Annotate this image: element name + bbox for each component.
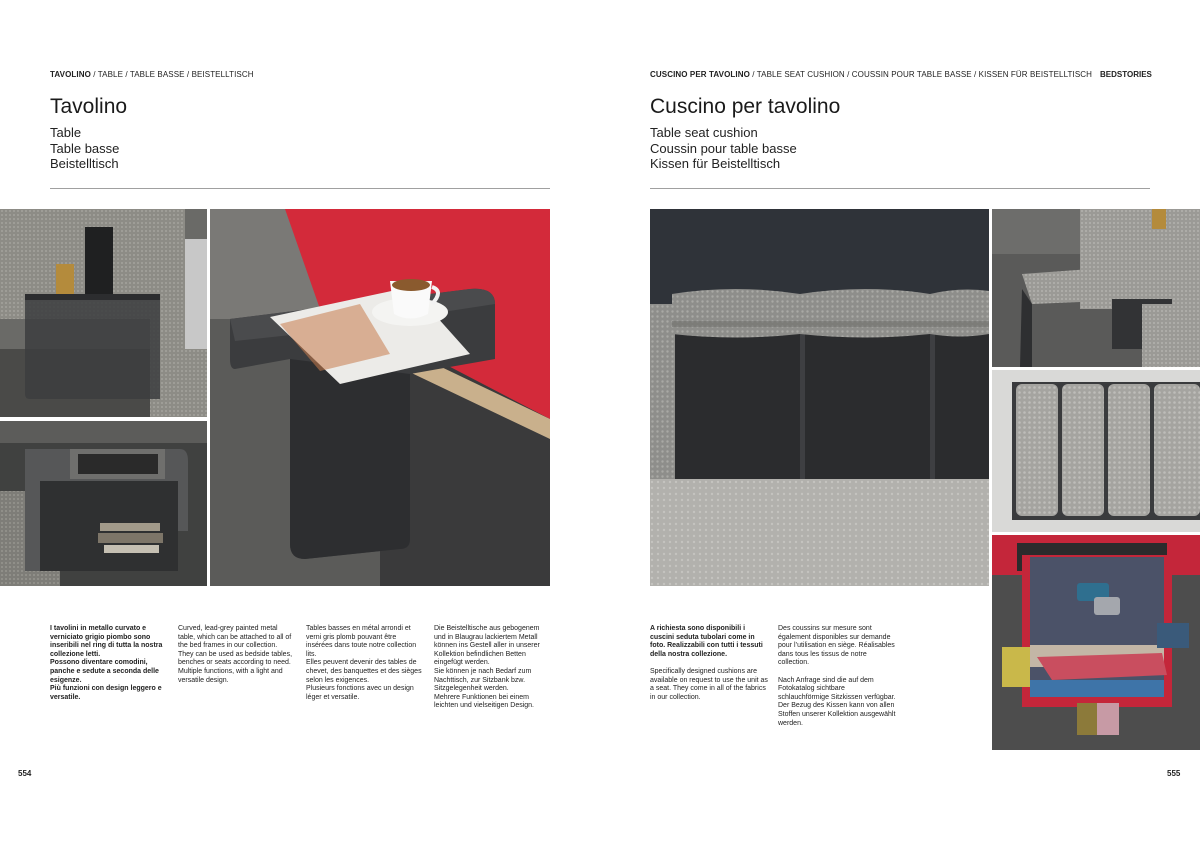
subtitle-en: Table seat cushion <box>650 125 758 140</box>
french-para: Des coussins sur mesure sont également disponibles sur demande pour l’utilisation en siège. Réalisables dans tous les tissus de notre collection. <box>778 625 895 667</box>
left-page-number: 554 <box>18 769 32 778</box>
left-running-head <box>50 70 254 79</box>
italian-para-2: Possono diventare comodini, panche e sedute a seconda delle esigenze. <box>50 659 159 684</box>
subtitle-fr: Table basse <box>50 140 120 156</box>
side-table-with-vase-photo <box>0 209 207 417</box>
left-text-english <box>178 625 294 685</box>
left-page-title: Tavolino <box>50 95 128 118</box>
german-para: Nach Anfrage sind die auf dem Fotokatalog sichtbare schlauchförmige Sitzkissen verfügbar. Der Bezug des Kissen kann von allen Stoffen unserer Kollektion ausgewählt werden. <box>778 676 896 727</box>
german-para-1: Die Beistelltische aus gebogenem und in Blaugrau lackiertem Metall können ins Gestell aller in unserer Kollektion befindlichen Betten eingefügt werden. <box>434 625 540 667</box>
left-text-french <box>306 625 424 702</box>
german-para-3: Mehrere Funktionen bei einem leichten und vielseitigen Design. <box>434 693 535 710</box>
left-divider <box>50 188 550 189</box>
side-table-with-coffee-cup-photo <box>210 209 550 586</box>
running-head-bold: CUSCINO PER TAVOLINO <box>650 70 750 79</box>
right-page-number: 555 <box>1167 769 1181 778</box>
french-para-1: Tables basses en métal arrondi et verni gris plomb pouvant être insérées dans toute notre collection lits. <box>306 625 417 658</box>
brand-label: BEDSTORIES <box>1100 70 1152 79</box>
right-divider <box>650 188 1150 189</box>
running-head-rest: / TABLE SEAT CUSHION / COUSSIN POUR TABLE BASSE / KISSEN FÜR BEISTELLTISCH <box>749 70 1093 79</box>
cushion-top-detail-photo <box>992 370 1200 532</box>
right-page-title: Cuscino per tavolino <box>650 95 841 118</box>
english-para: Specifically designed cushions are available on request to use the unit as a seat. They come in all of the fabrics in our collection. <box>650 667 768 701</box>
french-para-2: Elles peuvent devenir des tables de chevet, des banquettes et des sièges selon les exigences. <box>306 659 422 684</box>
right-subtitles <box>650 125 797 172</box>
cushioned-table-angle-photo <box>992 209 1200 367</box>
italian-para-1: I tavolini in metallo curvato e verniciato grigio piombo sono inseribili nel ring di tutta la nostra collezione letti. <box>50 625 163 658</box>
subtitle-de: Kissen für Beistelltisch <box>650 156 781 171</box>
french-para-3: Plusieurs fonctions avec un design léger et versatile. <box>306 685 414 701</box>
subtitle-en: Table <box>50 125 82 140</box>
english-para: Curved, lead-grey painted metal table, which can be attached to all of the bed frames in our collection. They can be used as bedside tables, benches or seats according to need. Multiple functions, with a light and versatile design. <box>178 625 293 684</box>
german-para-2: Sie können je nach Bedarf zum Nachttisch, zur Sitzbank bzw. Sitzgelegenheit werden. <box>434 667 532 693</box>
left-subtitles <box>50 125 119 172</box>
left-text-italian <box>50 625 168 702</box>
side-table-with-tray-photo <box>0 421 207 586</box>
left-text-german <box>434 625 550 711</box>
bed-overhead-photo <box>992 535 1200 750</box>
right-text-italian <box>650 625 768 702</box>
italian-para: A richiesta sono disponibili i cuscini seduta tubolari come in foto. Realizzabili con tutti i tessuti della nostra collezione. <box>650 625 763 658</box>
running-head-bold: TAVOLINO <box>50 70 91 79</box>
right-running-head <box>650 70 1092 79</box>
tables-with-cushions-front-photo <box>650 209 989 586</box>
running-head-rest: / TABLE / TABLE BASSE / BEISTELLTISCH <box>90 70 254 79</box>
subtitle-de: Beistelltisch <box>50 156 119 171</box>
subtitle-fr: Coussin pour table basse <box>650 140 797 156</box>
right-text-french <box>778 625 896 728</box>
italian-para-3: Più funzioni con design leggero e versatile. <box>50 685 162 701</box>
